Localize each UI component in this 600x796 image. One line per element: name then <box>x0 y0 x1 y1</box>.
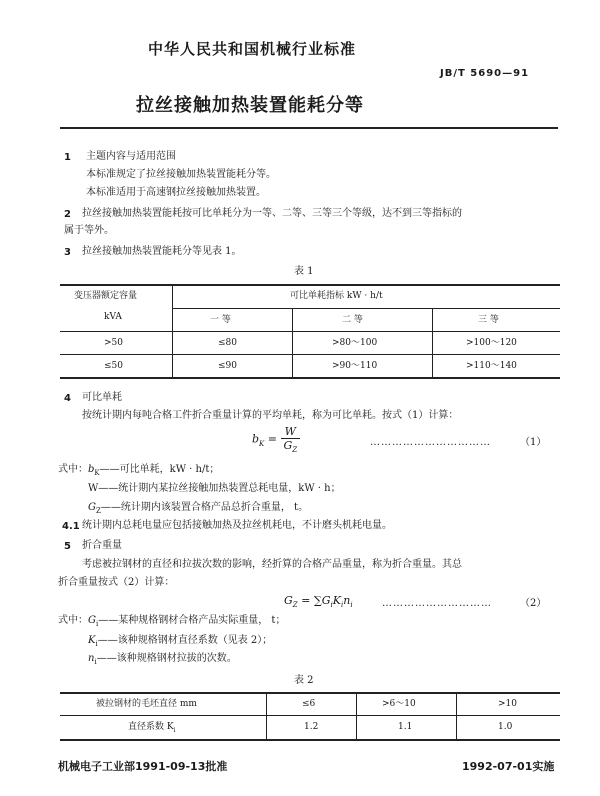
section-5-title: 折合重量 <box>82 540 122 551</box>
table-row: >50 <box>104 338 123 348</box>
table-cell: ≤80 <box>218 338 237 348</box>
formula-2: $G_Z = \sum G_iK_in_i$ <box>284 594 353 610</box>
section-1-number: 1 <box>64 152 71 163</box>
table-1-caption: 表 1 <box>294 266 314 277</box>
section-5-para-1: 考虑被拉钢材的直径和拉拔次数的影响，经折算的合格产品重量，称为折合重量。其总 <box>82 559 462 570</box>
implementation-date: 1992-07-01实施 <box>462 760 555 773</box>
table-2-row-label: 直径系数 $K_i$ <box>128 722 176 734</box>
section-1-para-1: 本标准规定了拉丝接触加热装置能耗分等。 <box>86 169 276 180</box>
table-1-grade-2: 二 等 <box>342 315 363 325</box>
table-1-grade-1: 一 等 <box>210 315 231 325</box>
section-4-para: 按统计期内每吨合格工件折合重量计算的平均单耗，称为可比单耗。按式（1）计算： <box>82 410 459 421</box>
formula-1-number: （1） <box>520 437 547 448</box>
formula-1-def-1: $b_K——$可比单耗，kW · h/t； <box>88 464 220 477</box>
formula-1-def-lead: 式中： <box>58 464 88 475</box>
formula-1-def-3: $G_Z——$统计期内该装置合格产品总折合重量， t。 <box>88 502 309 515</box>
standard-code: JB/T 5690—91 <box>440 68 530 79</box>
section-4-number: 4 <box>64 393 71 404</box>
section-5-number: 5 <box>64 541 71 552</box>
formula-1-def-2: W——统计期内某拉丝接触加热装置总耗电量，kW · h； <box>88 483 341 494</box>
formula-2-def-2: $K_i——$该种规格钢材直径系数（见表 2）； <box>88 635 273 648</box>
issuing-authority: 中华人民共和国机械行业标准 <box>148 40 357 58</box>
table-cell: >110～140 <box>466 361 517 371</box>
table-2 <box>60 693 560 739</box>
table-cell: 1.0 <box>498 722 513 732</box>
formula-2-leader: ………………………… <box>382 598 492 609</box>
section-1-title: 主题内容与适用范围 <box>86 151 176 162</box>
table-1-bottom-rule <box>60 377 560 379</box>
formula-1-leader: …………………………… <box>370 437 491 448</box>
formula-2-def-1: $G_i——$某种规格钢材合格产品实际重量， t； <box>88 615 286 628</box>
formula-2-number: （2） <box>520 598 547 609</box>
section-1-para-2: 本标准适用于高速钢拉丝接触加热装置。 <box>86 187 266 198</box>
table-2-header-col0: 被拉钢材的毛坯直径 mm <box>96 699 197 709</box>
header-divider <box>60 127 558 129</box>
section-4-1-text: 统计期内总耗电量应包括接触加热及拉丝机耗电，不计磨头机耗电量。 <box>82 520 392 531</box>
section-3-text: 拉丝接触加热装置能耗分等见表 1。 <box>82 246 242 257</box>
table-cell: 1.1 <box>398 722 413 732</box>
table-2-bottom-rule <box>60 739 560 741</box>
formula-2-def-3: $n_i——$该种规格钢材拉拔的次数。 <box>88 653 237 666</box>
formula-1: $b_K$ = $\frac{W}{G_Z}$ <box>252 425 300 454</box>
section-2-line-1: 拉丝接触加热装置能耗按可比单耗分为一等、二等、三等三个等级，达不到三等指标的 <box>82 208 462 219</box>
section-2-number: 2 <box>64 209 71 220</box>
table-2-header-col2: >6～10 <box>382 699 416 709</box>
table-row: ≤50 <box>104 361 123 371</box>
table-2-header-col3: >10 <box>498 699 517 709</box>
table-1 <box>60 285 560 377</box>
table-cell: >90～110 <box>332 361 378 371</box>
table-2-caption: 表 2 <box>294 675 314 686</box>
table-1-grade-3: 三 等 <box>478 315 499 325</box>
table-cell: >100～120 <box>466 338 517 348</box>
table-1-col0-header-line-1: 变压器额定容量 <box>74 291 138 301</box>
section-4-1-number: 4.1 <box>62 521 80 532</box>
section-2-line-2: 属于等外。 <box>64 225 114 236</box>
document-title: 拉丝接触加热装置能耗分等 <box>136 95 364 116</box>
section-4-title: 可比单耗 <box>82 392 122 403</box>
section-5-para-2: 折合重量按式（2）计算： <box>58 577 175 588</box>
table-2-header-col1: ≤6 <box>302 699 316 709</box>
table-cell: ≤90 <box>218 361 237 371</box>
table-1-span-header: 可比单耗指标 kW · h/t <box>290 291 383 301</box>
table-1-col0-header-line-2: kVA <box>104 312 122 322</box>
table-cell: >80～100 <box>332 338 378 348</box>
section-3-number: 3 <box>64 247 71 258</box>
approval-date: 机械电子工业部1991-09-13批准 <box>58 760 228 773</box>
table-cell: 1.2 <box>304 722 319 732</box>
formula-2-def-lead: 式中： <box>58 615 88 626</box>
